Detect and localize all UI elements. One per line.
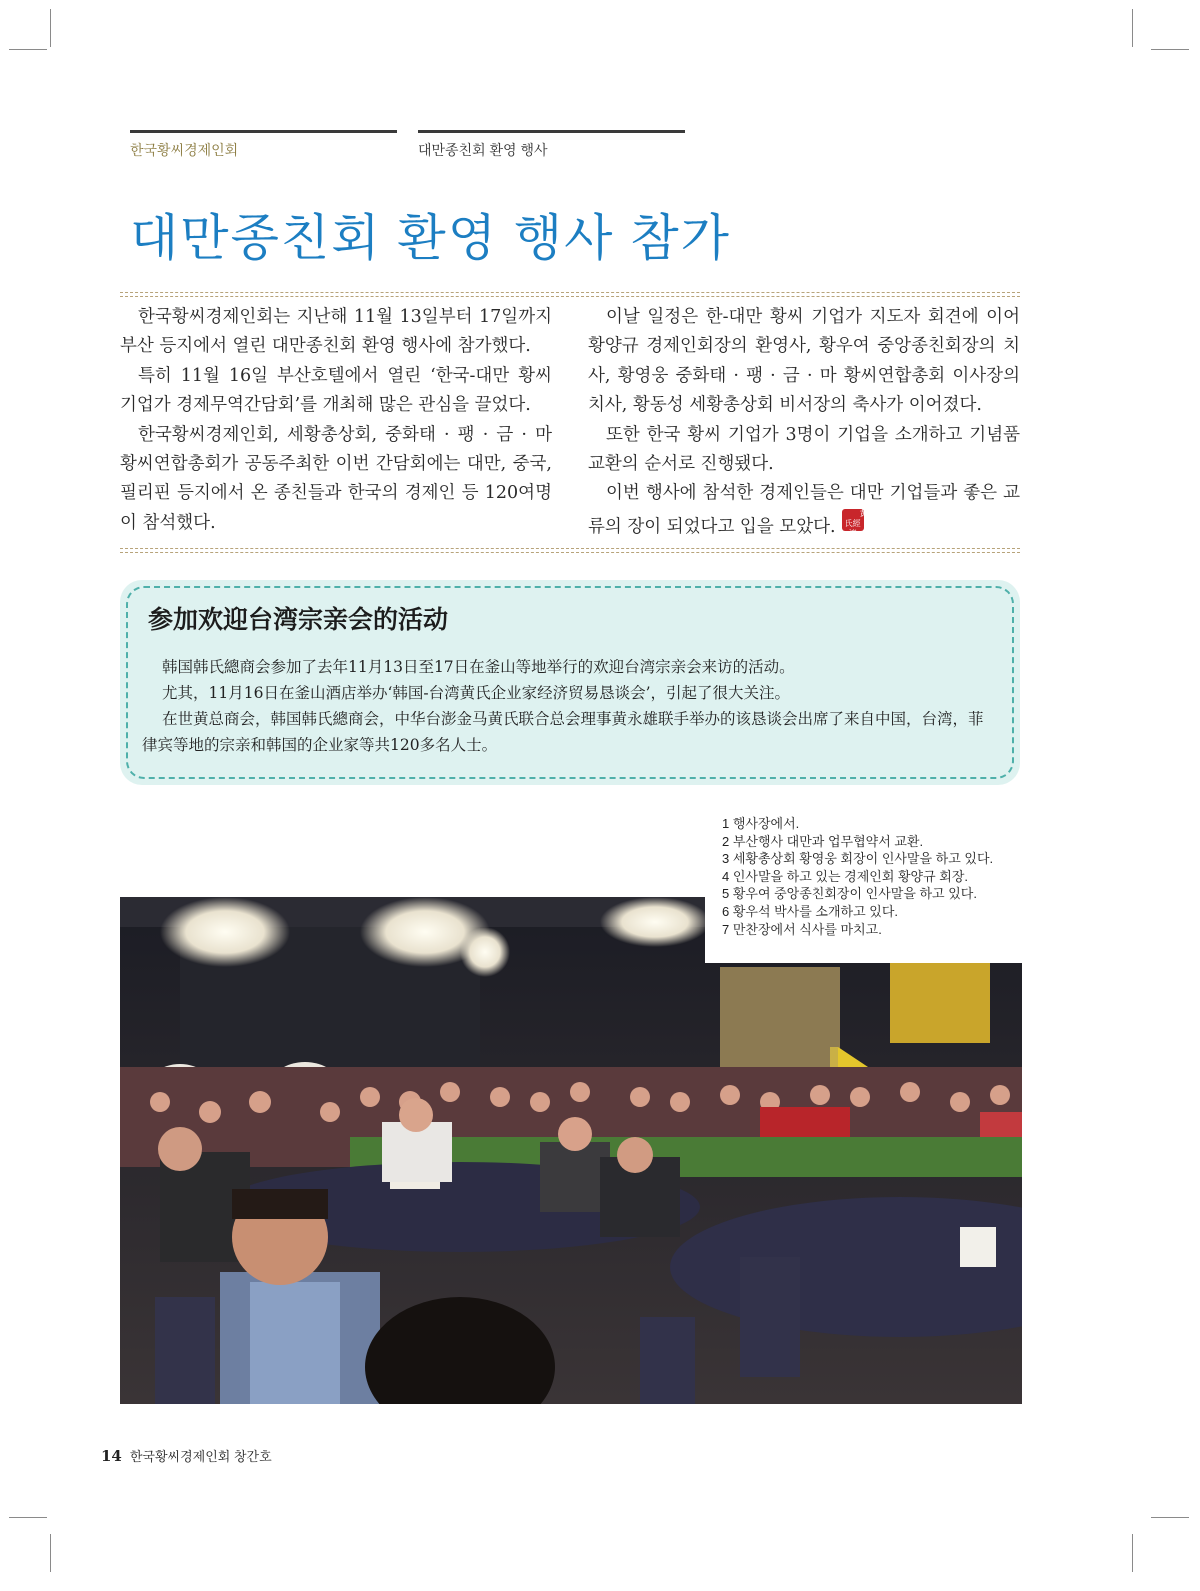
paragraph bbox=[588, 479, 1020, 542]
crop-mark bbox=[1151, 49, 1189, 50]
paragraph: 또한 한국 황씨 기업가 3명이 기업을 소개하고 기념품 교환의 순서로 진행됐다. bbox=[588, 424, 1020, 475]
caption-item: 7 만찬장에서 식사를 마치고. bbox=[722, 921, 882, 937]
chinese-summary-box bbox=[120, 580, 1020, 785]
caption-item: 3 세황총상회 황영웅 회장이 인사말을 하고 있다. bbox=[722, 851, 994, 867]
crop-mark bbox=[50, 9, 51, 47]
header-rule-left bbox=[130, 130, 397, 133]
chinese-summary-title: 参加欢迎台湾宗亲会的活动 bbox=[148, 605, 449, 634]
dotted-divider-top bbox=[120, 292, 1020, 297]
section-label: 한국황씨경제인회 bbox=[130, 142, 239, 158]
article-column-left bbox=[120, 303, 552, 538]
caption-item: 4 인사말을 하고 있는 경제인회 황양규 회장. bbox=[722, 868, 968, 884]
publication-name: 한국황씨경제인회 창간호 bbox=[129, 1449, 272, 1464]
crop-mark bbox=[50, 1534, 51, 1572]
paragraph-text: 이번 행사에 참석한 경제인들은 대만 기업들과 좋은 교류의 장이 되었다고 입을 모았다. bbox=[588, 483, 1020, 537]
caption-item: 1 행사장에서. bbox=[722, 816, 800, 831]
paragraph: 한국황씨경제인회는 지난해 11월 13일부터 17일까지 부산 등지에서 열린 대만종친회 환영 행사에 참가했다. bbox=[120, 307, 552, 357]
end-seal-icon: 黃氏經濟 bbox=[842, 509, 864, 531]
caption-item: 5 황우여 중앙종친회장이 인사말을 하고 있다. bbox=[722, 886, 977, 902]
paragraph: 한국황씨경제인회, 세황총상회, 중화태 · 팽 · 금 · 마 황씨연합총회가 공동주최한 이번 간담회에는 대만, 중국, 필리핀 등지에서 온 종친들과 한국의 경제인 등 120여명이 참석했다. bbox=[120, 424, 552, 533]
paragraph: 在世黄总商会，韩国韩氏總商会，中华台澎金马黄氏联合总会理事黄永雄联手举办的该恳谈会出席了来自中国，台湾，菲律宾等地的宗亲和韩国的企业家等共120多名人士。 bbox=[142, 710, 984, 754]
page-number: 14 bbox=[101, 1447, 122, 1465]
crop-mark bbox=[1151, 1517, 1189, 1518]
chinese-summary-body bbox=[142, 654, 998, 758]
page-footer bbox=[101, 1446, 272, 1465]
paragraph: 특히 11월 16일 부산호텔에서 열린 ‘한국-대만 황씨 기업가 경제무역간담회’를 개최해 많은 관심을 끌었다. bbox=[120, 365, 552, 416]
header-rule-right bbox=[418, 130, 685, 133]
paragraph: 韩国韩氏總商会参加了去年11月13日至17日在釜山等地举行的欢迎台湾宗亲会来访的活动。 bbox=[162, 658, 795, 676]
article-column-right bbox=[588, 303, 1020, 542]
crop-mark bbox=[9, 1517, 47, 1518]
crop-mark bbox=[1132, 9, 1133, 47]
dotted-divider-bottom bbox=[120, 548, 1020, 553]
running-header: 대만종친회 환영 행사 bbox=[418, 142, 548, 158]
caption-item: 6 황우석 박사를 소개하고 있다. bbox=[722, 903, 898, 919]
dashed-border bbox=[126, 586, 1014, 779]
crop-mark bbox=[1132, 1534, 1133, 1572]
article-title: 대만종친회 환영 행사 참가 bbox=[130, 210, 731, 266]
caption-item: 2 부산행사 대만과 업무협약서 교환. bbox=[722, 833, 924, 849]
paragraph: 尤其，11月16日在釜山酒店举办‘韩国-台湾黄氏企业家经济贸易恳谈会’，引起了很大关注。 bbox=[162, 684, 791, 702]
crop-mark bbox=[9, 49, 47, 50]
paragraph: 이날 일정은 한-대만 황씨 기업가 지도자 회견에 이어 황양규 경제인회장의 환영사, 황우여 중앙종친회장의 치사, 황영웅 중화태 · 팽 · 금 · 마 황씨연합총회 이사장의 치사, 황동성 세황총상회 비서장의 축사가 이어졌다. bbox=[588, 307, 1020, 416]
banquet-photo bbox=[120, 897, 1022, 1404]
